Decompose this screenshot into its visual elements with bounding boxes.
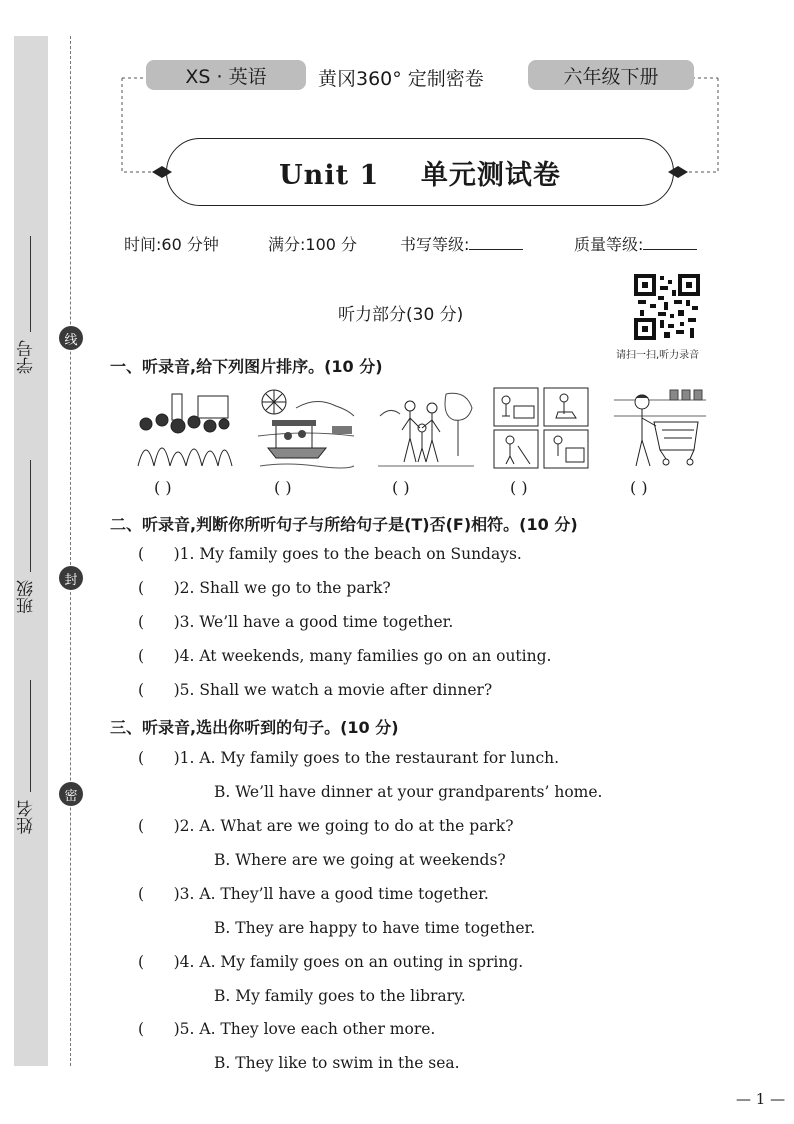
name-field[interactable]	[30, 680, 31, 792]
cut-line	[70, 36, 71, 1066]
part3-heading: 三、听录音,选出你听到的句子。(10 分)	[110, 718, 399, 737]
part3-item-5-b[interactable]: B. They like to swim in the sea.	[214, 1054, 460, 1072]
part2-item-2[interactable]: ( )2. Shall we go to the park?	[138, 579, 391, 597]
listening-heading: 听力部分(30 分)	[338, 305, 464, 325]
picture-order-blank-4[interactable]: ( )	[510, 478, 528, 497]
part2-item-1[interactable]: ( )1. My family goes to the beach on Sundays.	[138, 545, 522, 563]
seal-seal-badge: 封	[59, 566, 83, 590]
part3-item-1-a[interactable]: ( )1. A. My family goes to the restaurant for lunch.	[138, 749, 560, 767]
part2-item-3[interactable]: ( )3. We’ll have a good time together.	[138, 613, 454, 631]
picture-family-walk	[376, 386, 476, 472]
name-label: 姓名	[17, 800, 37, 834]
seal-secret-badge: 密	[59, 782, 83, 806]
student-id-label: 学号	[17, 340, 37, 374]
part3-item-1-b[interactable]: B. We’ll have dinner at your grandparents’ home.	[214, 783, 603, 801]
picture-shopping	[610, 386, 710, 472]
title-box	[166, 138, 674, 206]
picture-order-blank-5[interactable]: ( )	[630, 478, 648, 497]
picture-order-blank-2[interactable]: ( )	[274, 478, 292, 497]
quality-grade-label: 质量等级:	[574, 235, 644, 254]
qr-caption: 请扫一扫,听力录音	[616, 350, 700, 361]
page-number: — 1 —	[736, 1090, 786, 1108]
binding-strip	[14, 36, 48, 1066]
part3-item-3-a[interactable]: ( )3. A. They’ll have a good time together.	[138, 885, 489, 903]
part3-item-4-b[interactable]: B. My family goes to the library.	[214, 987, 466, 1005]
grade-tab: 六年级下册	[528, 60, 694, 90]
quality-grade-info	[574, 232, 697, 255]
qr-code-icon[interactable]	[634, 274, 700, 340]
writing-grade-label: 书写等级:	[400, 235, 470, 254]
picture-chores	[492, 386, 592, 472]
class-field[interactable]	[30, 460, 31, 572]
part3-item-2-b[interactable]: B. Where are we going at weekends?	[214, 851, 506, 869]
writing-grade-info	[400, 232, 523, 255]
part2-item-5[interactable]: ( )5. Shall we watch a movie after dinner?	[138, 681, 493, 699]
part3-item-2-a[interactable]: ( )2. A. What are we going to do at the park?	[138, 817, 514, 835]
subject-tab: XS · 英语	[146, 60, 306, 90]
part3-item-5-a[interactable]: ( )5. A. They love each other more.	[138, 1020, 436, 1038]
time-info: 时间:60 分钟	[124, 235, 219, 254]
picture-order-blank-3[interactable]: ( )	[392, 478, 410, 497]
brand-text: 黄冈360° 定制密卷	[318, 68, 484, 90]
picture-boat	[256, 386, 356, 472]
part3-item-3-b[interactable]: B. They are happy to have time together.	[214, 919, 536, 937]
writing-grade-field[interactable]	[469, 235, 523, 250]
seal-line-badge: 线	[59, 326, 83, 350]
class-label: 班级	[17, 580, 37, 614]
part2-item-4[interactable]: ( )4. At weekends, many families go on an outing.	[138, 647, 552, 665]
page-title: Unit 1 单元测试卷	[279, 159, 561, 191]
full-score-info: 满分:100 分	[268, 235, 358, 254]
part1-heading: 一、听录音,给下列图片排序。(10 分)	[110, 357, 383, 376]
quality-grade-field[interactable]	[643, 235, 697, 250]
part3-item-4-a[interactable]: ( )4. A. My family goes on an outing in spring.	[138, 953, 524, 971]
student-id-field[interactable]	[30, 236, 31, 332]
picture-cinema	[136, 386, 236, 472]
part2-heading: 二、听录音,判断你所听句子与所给句子是(T)否(F)相符。(10 分)	[110, 515, 578, 534]
picture-order-blank-1[interactable]: ( )	[154, 478, 172, 497]
